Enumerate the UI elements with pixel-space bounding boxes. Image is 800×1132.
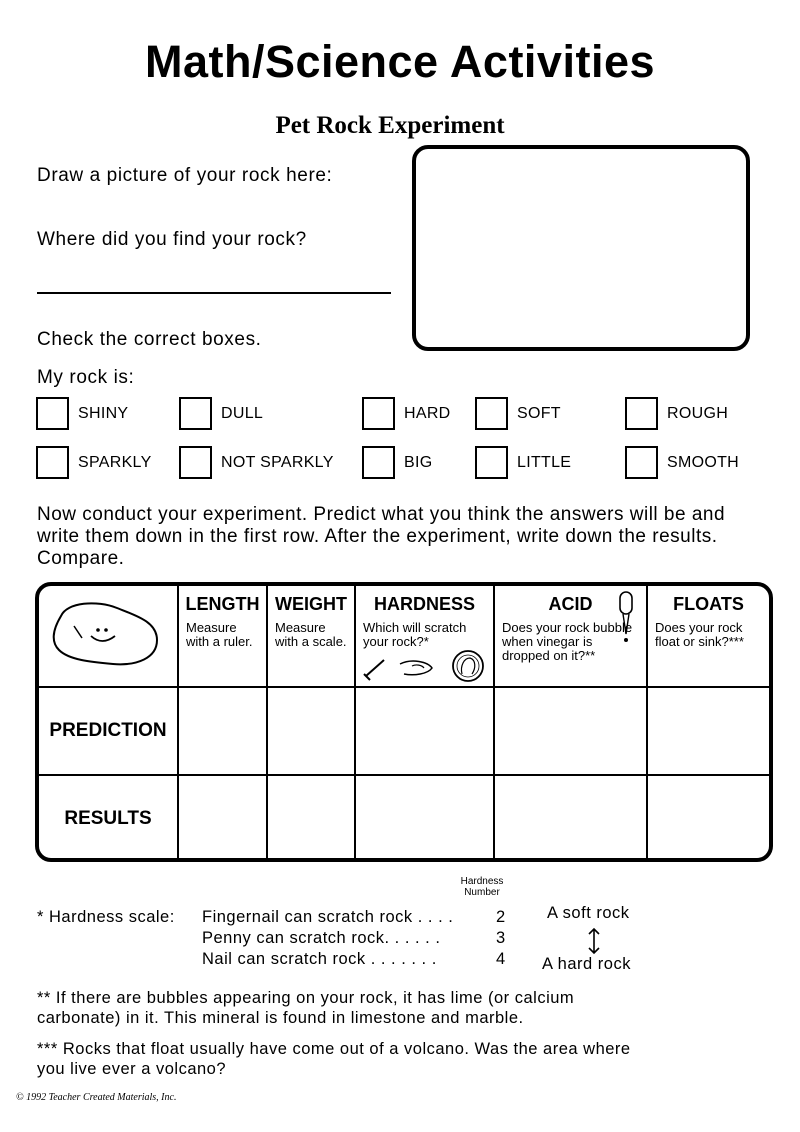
results-acid-cell[interactable] (494, 775, 647, 862)
prediction-floats-cell[interactable] (647, 687, 769, 775)
page-subtitle: Pet Rock Experiment (275, 112, 505, 139)
column-header: ACID (548, 594, 593, 614)
checkbox-square[interactable] (475, 397, 508, 430)
acid-note-line-2: carbonate) in it. This mineral is found in limestone and marble. (37, 1009, 524, 1027)
hardness-number: 3 (496, 929, 506, 947)
checkbox-not-sparkly[interactable] (179, 446, 334, 479)
checkbox-label: SMOOTH (667, 453, 740, 471)
checkbox-label: SHINY (78, 404, 129, 422)
checkbox-square[interactable] (36, 446, 69, 479)
floats-header-cell (647, 586, 769, 687)
float-note-line-1: *** Rocks that float usually have come out of a volcano. Was the area where (37, 1040, 631, 1058)
float-note-line-2: you live ever a volcano? (37, 1060, 227, 1078)
checkbox-label: SPARKLY (78, 453, 152, 471)
page-title: Math/Science Activities (144, 36, 655, 87)
checkbox-square[interactable] (625, 446, 658, 479)
dropper-icon (616, 590, 636, 646)
experiment-instructions: Now conduct your experiment. Predict what you think the answers will be and write them down in the first row. After the experiment, write down the results. Compare. (37, 504, 726, 569)
hardness-number: 4 (496, 950, 506, 968)
column-header: FLOATS (673, 594, 744, 614)
checkbox-label: DULL (221, 404, 264, 422)
draw-prompt: Draw a picture of your rock here: (37, 165, 333, 186)
column-header: HARDNESS (373, 594, 475, 614)
checkbox-big[interactable] (362, 446, 432, 479)
hardness-header-cell (355, 586, 494, 687)
checkbox-soft[interactable] (475, 397, 561, 430)
column-description: Measure with a scale. (275, 620, 347, 649)
checkbox-label: BIG (404, 453, 433, 471)
smiling-rock-icon (39, 586, 169, 676)
checkbox-shiny[interactable] (36, 397, 128, 430)
prediction-hardness-cell[interactable] (355, 687, 494, 775)
experiment-table (35, 582, 773, 862)
results-floats-cell[interactable] (647, 775, 769, 862)
soft-rock-label: A soft rock (547, 904, 630, 922)
checkbox-square[interactable] (362, 397, 395, 430)
acid-header-cell (494, 586, 647, 687)
prediction-acid-cell[interactable] (494, 687, 647, 775)
checkbox-square[interactable] (625, 397, 658, 430)
checkbox-square[interactable] (179, 446, 212, 479)
checkbox-square[interactable] (475, 446, 508, 479)
hard-rock-label: A hard rock (542, 955, 631, 973)
hardness-line-nail: Nail can scratch rock . . . . . . . (202, 950, 437, 968)
checkbox-sparkly[interactable] (36, 446, 152, 479)
checkbox-smooth[interactable] (625, 446, 739, 479)
checkbox-label: HARD (404, 404, 451, 422)
hardness-scale-intro: * Hardness scale: (37, 908, 175, 926)
my-rock-label: My rock is: (37, 367, 135, 388)
checkbox-label: ROUGH (667, 404, 729, 422)
column-description: Which will scratch your rock?* (363, 620, 467, 649)
checkbox-square[interactable] (179, 397, 212, 430)
rock-drawing-box[interactable] (412, 145, 750, 351)
hardness-number: 2 (496, 908, 506, 926)
checkbox-label: LITTLE (517, 453, 572, 471)
checkbox-hard[interactable] (362, 397, 451, 430)
results-weight-cell[interactable] (267, 775, 355, 862)
checkbox-dull[interactable] (179, 397, 263, 430)
checkbox-square[interactable] (36, 397, 69, 430)
where-answer-line[interactable] (37, 292, 391, 294)
column-header: LENGTH (185, 594, 260, 614)
checkbox-rough[interactable] (625, 397, 728, 430)
column-header: WEIGHT (275, 594, 347, 614)
results-length-cell[interactable] (178, 775, 267, 862)
double-arrow-icon (587, 927, 601, 955)
acid-note-line-1: ** If there are bubbles appearing on your rock, it has lime (or calcium (37, 989, 575, 1007)
prediction-row-label: PREDICTION (39, 687, 178, 775)
hardness-line-penny: Penny can scratch rock. . . . . . (202, 929, 441, 947)
checkbox-label: SOFT (517, 404, 561, 422)
checkbox-square[interactable] (362, 446, 395, 479)
length-header-cell (178, 586, 267, 687)
column-description: Does your rock bubble when vinegar is dropped on it?** (502, 620, 633, 663)
hardness-number-label: Hardness Number (460, 876, 504, 898)
hardness-line-fingernail: Fingernail can scratch rock . . . . (202, 908, 454, 926)
prediction-length-cell[interactable] (178, 687, 267, 775)
where-prompt: Where did you find your rock? (37, 229, 307, 250)
prediction-weight-cell[interactable] (267, 687, 355, 775)
column-description: Measure with a ruler. (186, 620, 253, 649)
results-row-label: RESULTS (39, 775, 178, 862)
results-hardness-cell[interactable] (355, 775, 494, 862)
column-description: Does your rock float or sink?*** (655, 620, 744, 649)
checkbox-label: NOT SPARKLY (221, 453, 334, 471)
weight-header-cell (267, 586, 355, 687)
copyright: © 1992 Teacher Created Materials, Inc. (16, 1092, 177, 1103)
rock-illustration-cell (39, 586, 178, 687)
checkbox-little[interactable] (475, 446, 571, 479)
check-prompt: Check the correct boxes. (37, 329, 262, 350)
nail-fingernail-penny-icon (360, 646, 490, 686)
